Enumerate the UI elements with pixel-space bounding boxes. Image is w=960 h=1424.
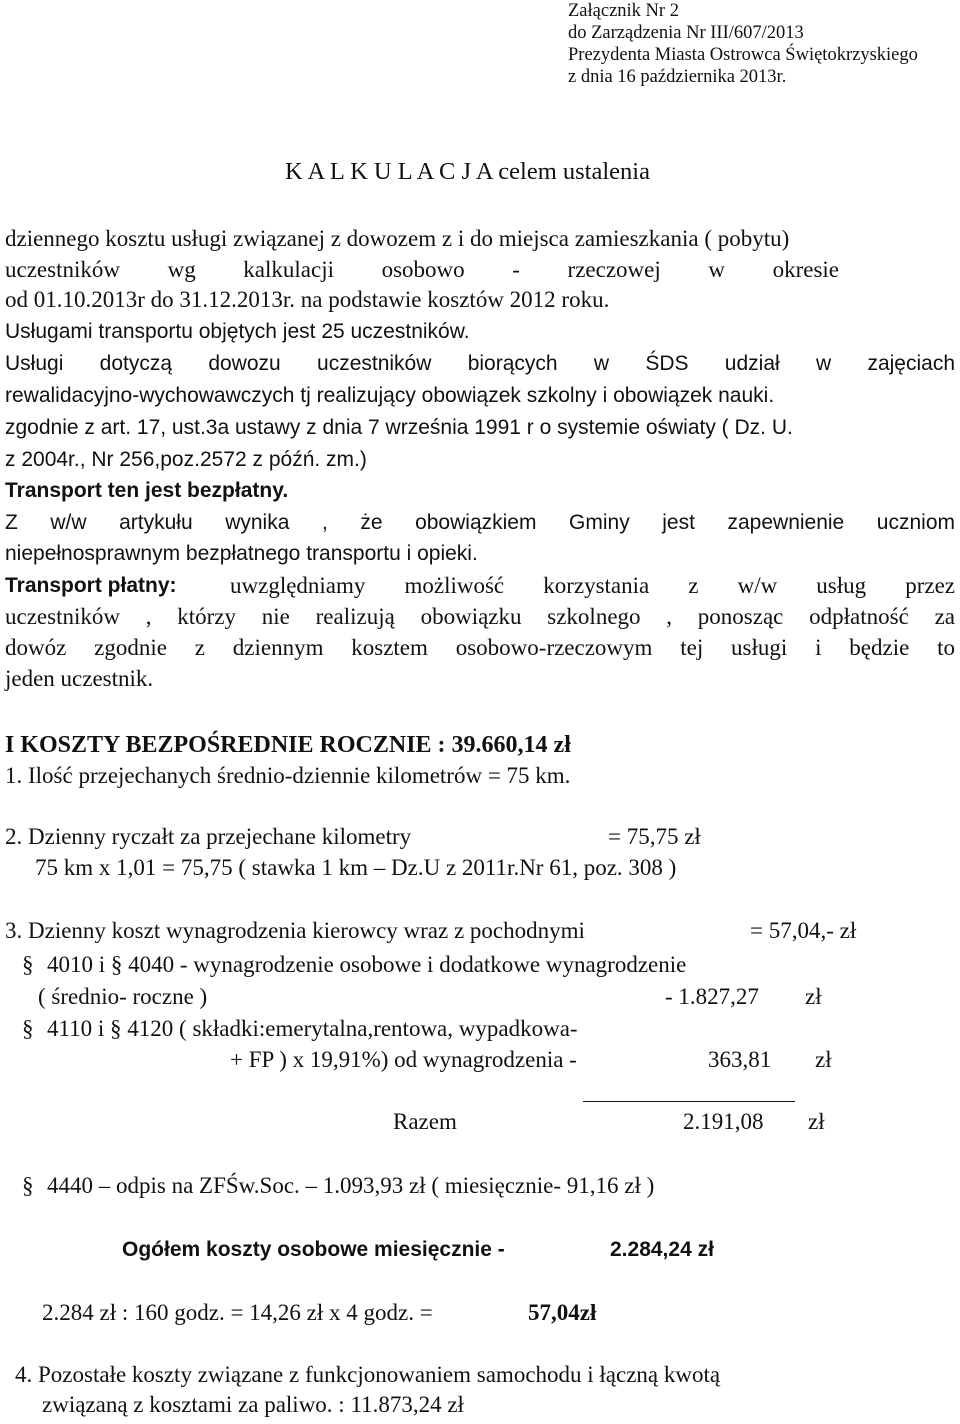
free-transport-note: Transport ten jest bezpłatny. [5,479,289,502]
paid-transport-label: Transport płatny: [5,574,177,597]
intro-line: niepełnosprawnym bezpłatnego transportu i opieki. [5,542,478,565]
paid-line: uczestników , którzy nie realizują obowiązku szkolnego , ponosząc odpłatność za [5,604,955,629]
item-2-value: = 75,75 zł [608,824,701,849]
document-title: K A L K U L A C J A celem ustalenia [285,158,650,185]
razem-value: 2.191,08 [683,1109,764,1134]
item-3-value: = 57,04,- zł [750,918,857,943]
contributions-line: + FP ) x 19,91%) od wynagrodzenia - [230,1047,577,1072]
currency-label: zł [805,984,822,1009]
intro-line: rewalidacyjno-wychowawczych tj realizujący obowiązek szkolny i obowiązek nauki. [5,384,775,407]
section-heading: I KOSZTY BEZPOŚREDNIE ROCZNIE : 39.660,14 zł [5,732,571,758]
intro-line: Usługi dotyczą dowozu uczestników biorących w ŚDS udział w zajęciach [5,352,955,375]
zfss-line: 4440 – odpis na ZFŚw.Soc. – 1.093,93 zł ( miesięcznie- 91,16 zł ) [47,1173,655,1198]
hourly-calculation: 2.284 zł : 160 godz. = 14,26 zł x 4 godz. = [42,1300,433,1325]
attachment-number: Załącznik Nr 2 [568,1,679,21]
paid-line: uwzględniamy możliwość korzystania z w/w usług przez [230,573,955,598]
contributions-line: 4110 i § 4120 ( składki:emerytalna,rentowa, wypadkowa- [47,1016,578,1041]
intro-line: z 2004r., Nr 256,poz.2572 z późń. zm.) [5,448,367,471]
hourly-result: 57,04zł [528,1300,597,1325]
paid-line: jeden uczestnik. [5,666,154,691]
razem-label: Razem [393,1109,457,1134]
item-1: 1. Ilość przejechanych średnio-dziennie kilometrów = 75 km. [5,763,571,788]
currency-label: zł [808,1109,825,1134]
intro-line: zgodnie z art. 17, ust.3a ustawy z dnia 7 września 1991 r o systemie oświaty ( Dz. U. [5,416,793,439]
intro-line: Z w/w artykułu wynika , że obowiązkiem Gminy jest zapewnienie uczniom [5,511,955,534]
section-sign: § [22,952,34,977]
ordinance-ref: do Zarządzenia Nr III/607/2013 [568,23,804,43]
total-label: Ogółem koszty osobowe miesięcznie - [122,1238,505,1261]
wage-amount: - 1.827,27 [665,984,759,1009]
item-2-calculation: 75 km x 1,01 = 75,75 ( stawka 1 km – Dz.U z 2011r.Nr 61, poz. 308 ) [35,855,677,880]
item-3-label: 3. Dzienny koszt wynagrodzenia kierowcy wraz z pochodnymi [5,918,585,943]
intro-line: Usługami transportu objętych jest 25 uczestników. [5,320,470,343]
sum-divider [583,1101,795,1102]
intro-line: dziennego kosztu usługi związanej z dowozem z i do miejsca zamieszkania ( pobytu) [5,226,790,251]
issue-date: z dnia 16 października 2013r. [568,67,787,87]
section-sign: § [22,1016,34,1041]
item-4: związaną z kosztami za paliwo. : 11.873,24 zł [42,1392,464,1417]
item-2-label: 2. Dzienny ryczałt za przejechane kilometry [5,824,412,849]
wage-period: ( średnio- roczne ) [38,984,208,1009]
contributions-amount: 363,81 [708,1047,772,1072]
intro-line: uczestników wg kalkulacji osobowo - rzeczowej w okresie [5,257,839,282]
section-sign: § [22,1173,34,1198]
currency-label: zł [815,1047,832,1072]
issuer: Prezydenta Miasta Ostrowca Świętokrzyskiego [568,45,918,65]
item-4: 4. Pozostałe koszty związane z funkcjonowaniem samochodu i łączną kwotą [15,1362,721,1387]
total-value: 2.284,24 zł [610,1238,714,1261]
intro-line: od 01.10.2013r do 31.12.2013r. na podstawie kosztów 2012 roku. [5,287,610,312]
wage-line: 4010 i § 4040 - wynagrodzenie osobowe i dodatkowe wynagrodzenie [47,952,687,977]
paid-line: dowóz zgodnie z dziennym kosztem osobowo-rzeczowym tej usługi i będzie to [5,635,955,660]
